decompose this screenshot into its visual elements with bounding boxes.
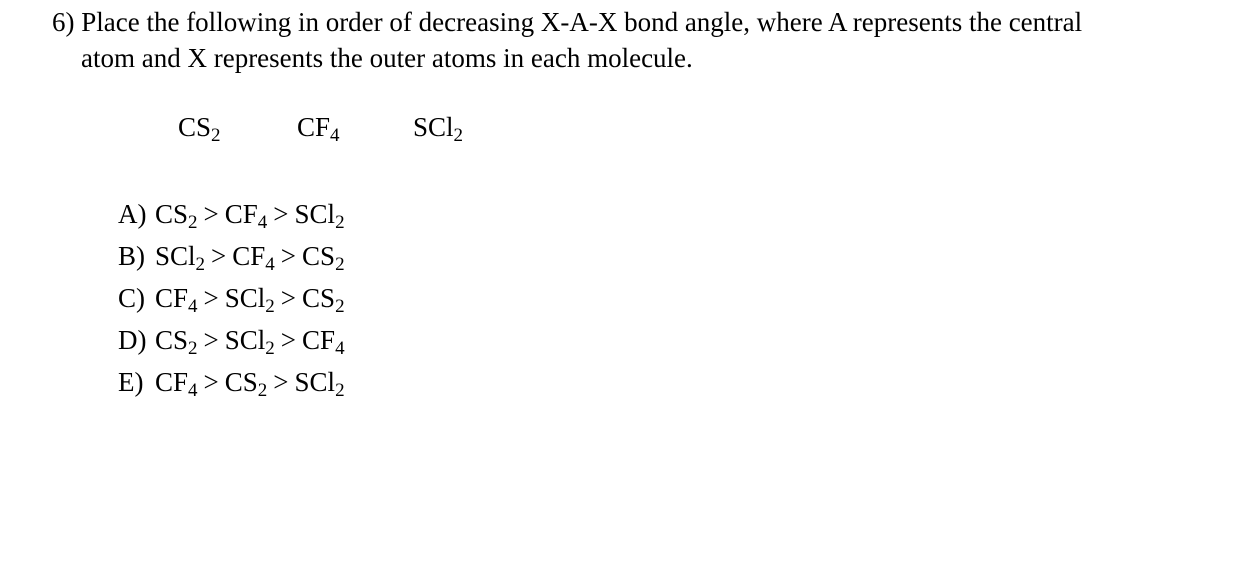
- greater-than-symbol: >: [203, 199, 219, 229]
- choice-c[interactable]: [118, 280, 345, 322]
- molecule-cf4: [297, 112, 340, 146]
- molecule-symbol: CS: [178, 112, 212, 142]
- molecule-symbol: CF: [297, 112, 331, 142]
- greater-than-symbol: >: [203, 367, 219, 397]
- formula: $CS_2$: [302, 283, 345, 317]
- molecule-cs2: [178, 112, 221, 146]
- formula: $CF_4$: [232, 241, 275, 275]
- choice-letter: E): [118, 367, 144, 397]
- formula: SCl$_2$: [224, 283, 275, 317]
- greater-than-symbol: >: [280, 241, 297, 271]
- choice-letter: D): [118, 325, 147, 355]
- choice-letter: A): [118, 199, 147, 229]
- question-line-2: atom and X represents the outer atoms in each molecule.: [81, 43, 693, 73]
- greater-than-symbol: >: [203, 325, 219, 355]
- choice-letter: B): [118, 241, 145, 271]
- greater-than-symbol: >: [280, 283, 297, 313]
- choice-a[interactable]: [118, 196, 345, 238]
- molecule-subscript: 2: [453, 125, 464, 146]
- formula: SCl$_2$: [294, 199, 345, 233]
- formula: $CF_4$: [302, 325, 345, 359]
- choice-letter: C): [118, 283, 145, 313]
- choice-e[interactable]: [118, 364, 345, 406]
- formula: $CS_2$: [302, 241, 345, 275]
- choice-b[interactable]: [118, 238, 345, 280]
- molecule-scl2: [413, 112, 464, 146]
- answer-choices: [118, 196, 345, 406]
- greater-than-symbol: >: [211, 241, 227, 271]
- formula: $CF_4$: [155, 367, 198, 401]
- formula: SCl$_2$: [294, 367, 345, 401]
- formula: SCl$_2$: [224, 325, 275, 359]
- greater-than-symbol: >: [280, 325, 297, 355]
- formula: $CS_2$: [155, 199, 198, 233]
- question-line-1: 6) Place the following in order of decreasing X-A-X bond angle, where A represents the central: [52, 7, 1083, 37]
- molecule-symbol: SCl: [413, 112, 454, 142]
- question-text: [52, 4, 1222, 76]
- molecule-subscript: 2: [211, 125, 221, 146]
- formula: SCl$_2$: [155, 241, 206, 275]
- formula: $CF_4$: [224, 199, 268, 233]
- formula: $CS_2$: [224, 367, 268, 401]
- molecule-subscript: 4: [330, 125, 340, 146]
- greater-than-symbol: >: [273, 199, 289, 229]
- formula: $CS_2$: [155, 325, 198, 359]
- molecule-list: [0, 112, 1240, 152]
- formula: $CF_4$: [155, 283, 198, 317]
- choice-d[interactable]: [118, 322, 345, 364]
- greater-than-symbol: >: [273, 367, 289, 397]
- greater-than-symbol: >: [203, 283, 219, 313]
